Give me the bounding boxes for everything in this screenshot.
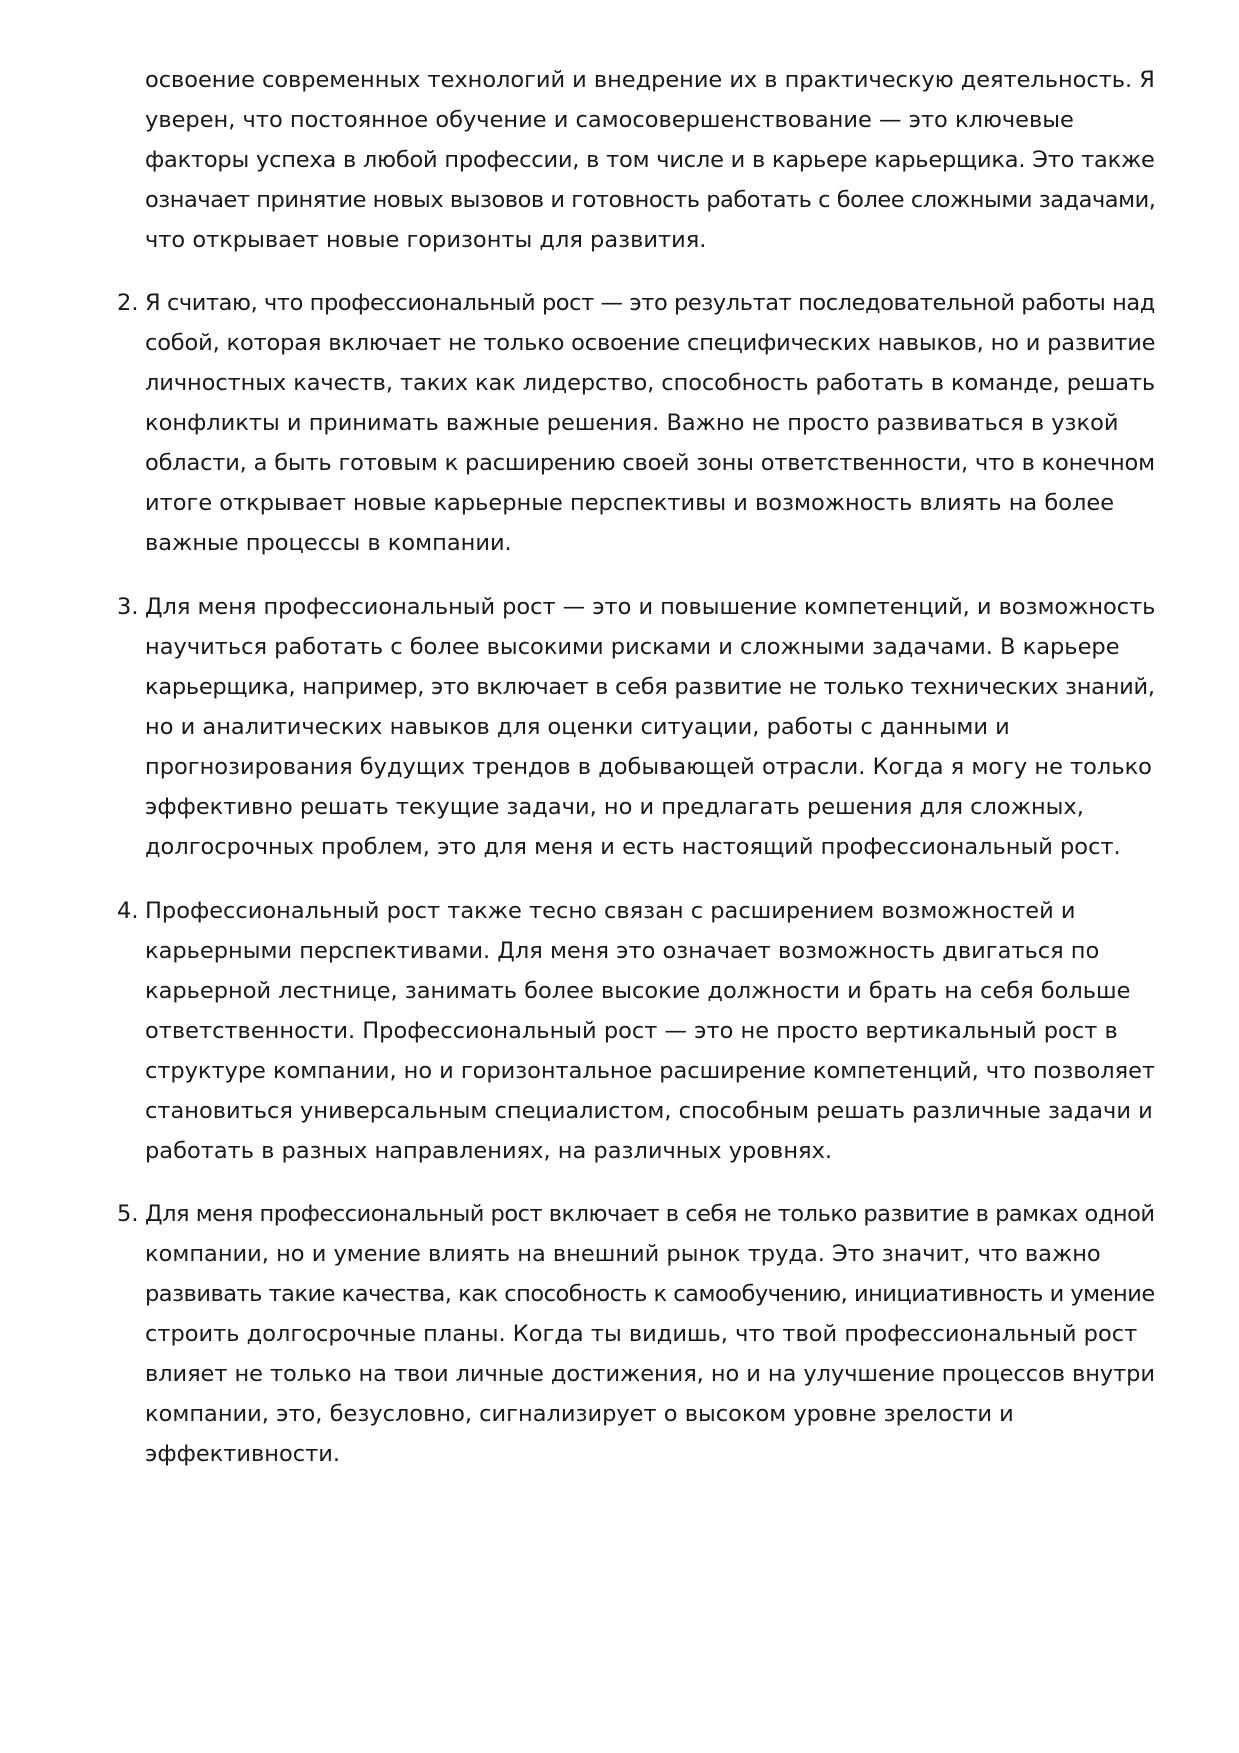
text-line: Я считаю, что профессиональный рост — это результат последовательной работы над (145, 290, 1155, 316)
text-line: итоге открывает новые карьерные перспективы и возможность влиять на более (145, 490, 1115, 516)
text-line: строить долгосрочные планы. Когда ты видишь, что твой профессиональный рост (145, 1321, 1138, 1347)
text-line: факторы успеха в любой профессии, в том числе и в карьере карьерщика. Это также (145, 147, 1155, 173)
text-line: уверен, что постоянное обучение и самосовершенствование — это ключевые (145, 107, 1074, 133)
text-line: области, а быть готовым к расширению своей зоны ответственности, что в конечном (145, 450, 1155, 476)
text-line: личностных качеств, таких как лидерство, способность работать в команде, решать (145, 370, 1156, 396)
list-number: 4. (117, 898, 139, 924)
list-number: 5. (117, 1201, 139, 1227)
text-line: долгосрочных проблем, это для меня и есть настоящий профессиональный рост. (145, 834, 1121, 860)
text-line: становиться универсальным специалистом, способным решать различные задачи и (145, 1098, 1153, 1124)
text-line: важные процессы в компании. (145, 530, 512, 556)
text-line: Профессиональный рост также тесно связан с расширением возможностей и (145, 898, 1076, 924)
list-item (117, 283, 1156, 563)
text-line: научиться работать с более высокими рисками и сложными задачами. В карьере (145, 634, 1120, 660)
text-line: освоение современных технологий и внедрение их в практическую деятельность. Я (145, 67, 1155, 93)
list-item-continuation (145, 60, 1155, 260)
text-line: карьерными перспективами. Для меня это означает возможность двигаться по (145, 938, 1100, 964)
text-line: карьерной лестнице, занимать более высокие должности и брать на себя больше (145, 978, 1131, 1004)
list-item (117, 1194, 1155, 1474)
text-line: прогнозирования будущих трендов в добывающей отрасли. Когда я могу не только (145, 754, 1152, 780)
list-number: 3. (117, 594, 139, 620)
text-line: работать в разных направлениях, на различных уровнях. (145, 1138, 833, 1164)
text-line: компании, но и умение влиять на внешний рынок труда. Это значит, что важно (145, 1241, 1101, 1267)
list-item (117, 587, 1156, 867)
text-line: влияет не только на твои личные достижения, но и на улучшение процессов внутри (145, 1361, 1155, 1387)
text-line: эффективности. (145, 1441, 340, 1467)
text-line: карьерщика, например, это включает в себя развитие не только технических знаний, (145, 674, 1155, 700)
text-line: собой, которая включает не только освоение специфических навыков, но и развитие (145, 330, 1156, 356)
text-line: что открывает новые горизонты для развития. (145, 227, 707, 253)
text-line: эффективно решать текущие задачи, но и предлагать решения для сложных, (145, 794, 1084, 820)
text-line: развивать такие качества, как способность к самообучению, инициативность и умение (145, 1281, 1155, 1307)
text-line: Для меня профессиональный рост включает в себя не только развитие в рамках одной (145, 1201, 1155, 1227)
list-item (117, 891, 1155, 1171)
text-line: структуре компании, но и горизонтальное расширение компетенций, что позволяет (145, 1058, 1155, 1084)
text-line: но и аналитических навыков для оценки ситуации, работы с данными и (145, 714, 1010, 740)
text-line: конфликты и принимать важные решения. Важно не просто развиваться в узкой (145, 410, 1119, 436)
text-line: Для меня профессиональный рост — это и повышение компетенций, и возможность (145, 594, 1156, 620)
text-line: ответственности. Профессиональный рост — это не просто вертикальный рост в (145, 1018, 1118, 1044)
text-line: компании, это, безусловно, сигнализирует о высоком уровне зрелости и (145, 1401, 1014, 1427)
text-line: означает принятие новых вызовов и готовность работать с более сложными задачами, (145, 187, 1156, 213)
list-number: 2. (117, 290, 139, 316)
